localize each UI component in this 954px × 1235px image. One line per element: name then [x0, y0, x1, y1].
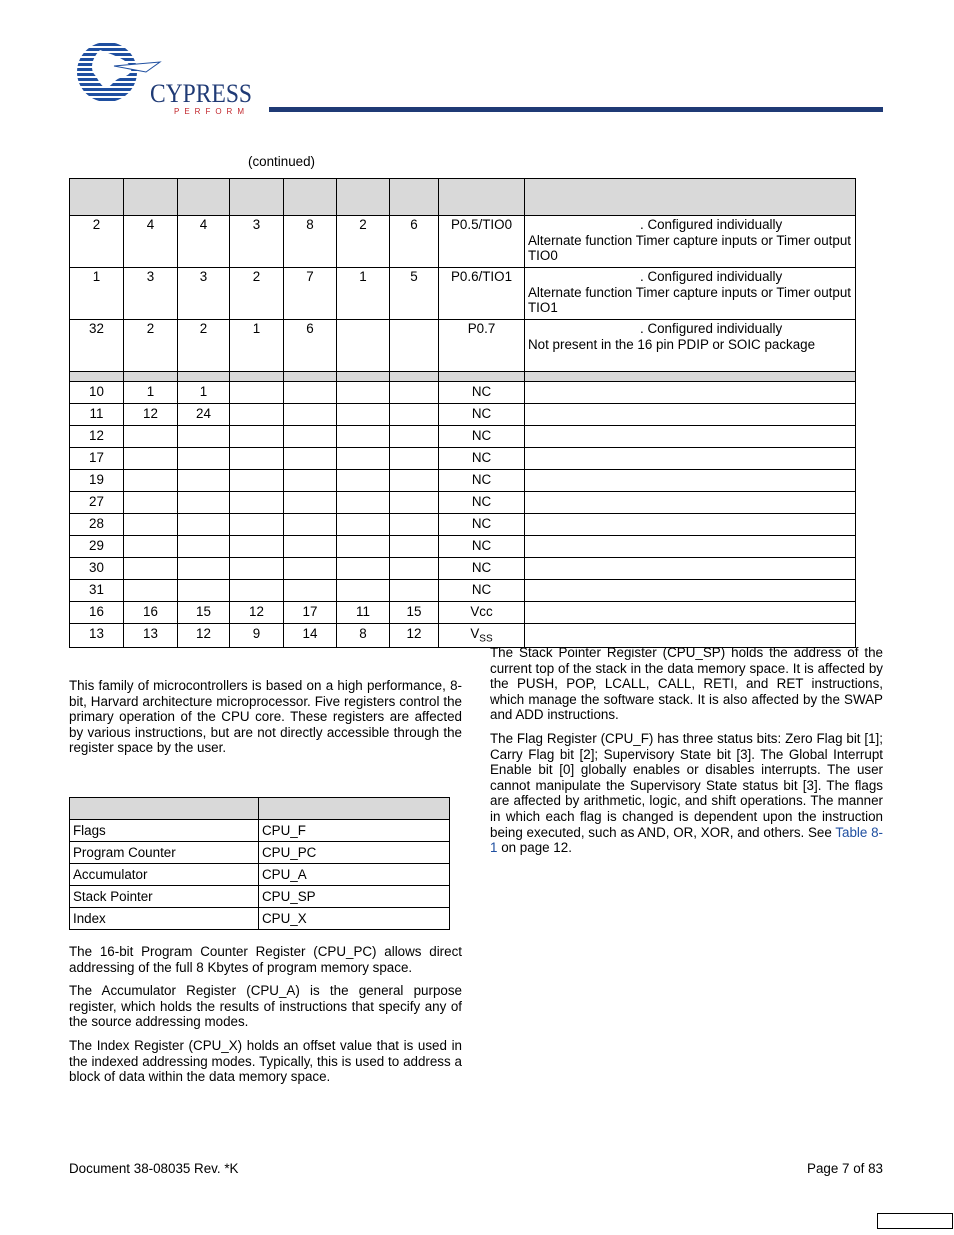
table-row: 30 NC — [70, 558, 856, 580]
program-counter-paragraph: The 16-bit Program Counter Register (CPU_PC) allows direct addressing of the full 8 Kbytes of program memory space. — [69, 944, 462, 975]
pin-name: NC — [439, 426, 525, 448]
table-8-1-link[interactable]: Table 8-1 — [490, 824, 883, 856]
pin-name: P0.5/TIO0 — [439, 216, 525, 268]
register-descriptions — [69, 944, 462, 1093]
pin-description: . Configured individually Not present in the 16 pin PDIP or SOIC package — [525, 320, 856, 372]
table-row: 2 4 4 3 8 2 6 P0.5/TIO0 . Configured individually Alternate function Timer capture inputs or Timer output TIO0 — [70, 216, 856, 268]
pin-name: NC — [439, 580, 525, 602]
pin-name: Vcc — [439, 602, 525, 624]
table-row: 27 NC — [70, 492, 856, 514]
table-row: 17 NC — [70, 448, 856, 470]
pin-name: NC — [439, 536, 525, 558]
table-separator-row — [70, 372, 856, 382]
document-number: Document 38-08035 Rev. *K — [69, 1161, 239, 1176]
table-row: Accumulator CPU_A — [70, 864, 450, 886]
pin-name: NC — [439, 492, 525, 514]
pin-name: $V_{SS}$ — [439, 624, 525, 648]
table-header-row — [70, 179, 856, 216]
table-row: 28 NC — [70, 514, 856, 536]
register-table — [69, 797, 450, 930]
flag-register-paragraph: The Flag Register (CPU_F) has three status bits: Zero Flag bit [1]; Carry Flag bit [2]; Supervisory State bit [3]. The Global Interrupt Enable bit [0] globally enables or disables interrupts. The user cannot manipulate the Supervisory State status bit [3]. The flags are affected by arithmetic, logic, and shift operations. The manner in which each flag is changed is dependent upon the instruction being executed, such as AND, OR, XOR, and others. See Table 8-1 on page 12. — [490, 730, 883, 856]
page-number: Page 7 of 83 — [807, 1161, 883, 1176]
table-row: Flags CPU_F — [70, 820, 450, 842]
pin-name: NC — [439, 558, 525, 580]
stack-pointer-paragraph: The Stack Pointer Register (CPU_SP) holds the address of the current top of the stack in the data memory space. It is affected by the PUSH, POP, LCALL, CALL, RETI, and RET instructions, which manage the software stack. It is also affected by the SWAP and ADD instructions. — [490, 645, 883, 723]
right-column-text — [490, 645, 883, 864]
table-caption-continued: (continued) — [248, 154, 315, 169]
logo-wordmark: CYPRESS — [150, 79, 252, 108]
pin-description: . Configured individually Alternate function Timer capture inputs or Timer output TIO0 — [525, 216, 856, 268]
globe-icon — [70, 42, 150, 112]
table-row: 19 NC — [70, 470, 856, 492]
table-row: 16 16 15 12 17 11 15 Vcc — [70, 602, 856, 624]
table-row: Stack Pointer CPU_SP — [70, 886, 450, 908]
pin-name: NC — [439, 514, 525, 536]
pin-name: P0.6/TIO1 — [439, 268, 525, 320]
table-row: 12 NC — [70, 426, 856, 448]
logo-tagline: PERFORM — [174, 107, 249, 116]
table-row: 13 13 12 9 14 8 12 $V_{SS}$ — [70, 624, 856, 648]
table-row: Index CPU_X — [70, 908, 450, 930]
table-row: 31 NC — [70, 580, 856, 602]
table-row: 10 1 1 NC — [70, 382, 856, 404]
table-row: 29 NC — [70, 536, 856, 558]
header-rule — [269, 107, 883, 112]
table-row: 32 2 2 1 6 P0.7 . Configured individually Not present in the 16 pin PDIP or SOIC package — [70, 320, 856, 372]
table-row: 11 12 24 NC — [70, 404, 856, 426]
pin-name: NC — [439, 448, 525, 470]
cypress-logo — [70, 42, 255, 116]
corner-box — [877, 1213, 953, 1229]
pin-description: . Configured individually Alternate function Timer capture inputs or Timer output TIO1 — [525, 268, 856, 320]
pin-name: P0.7 — [439, 320, 525, 372]
pin-name: NC — [439, 382, 525, 404]
pin-definition-table — [69, 178, 856, 648]
pin-name: NC — [439, 404, 525, 426]
intro-paragraph: This family of microcontrollers is based on a high performance, 8-bit, Harvard architecture microprocessor. Five registers control the primary operation of the CPU core. These registers are affected by various instructions, but are not directly accessible through the register space by the user. — [69, 678, 462, 756]
accumulator-paragraph: The Accumulator Register (CPU_A) is the general purpose register, which holds the results of instructions that specify any of the source addressing modes. — [69, 983, 462, 1030]
index-register-paragraph: The Index Register (CPU_X) holds an offset value that is used in the indexed addressing modes. Typically, this is used to address a block of data within the data memory space. — [69, 1037, 462, 1085]
pin-name: NC — [439, 470, 525, 492]
table-row: Program Counter CPU_PC — [70, 842, 450, 864]
table-row: 1 3 3 2 7 1 5 P0.6/TIO1 . Configured individually Alternate function Timer capture inputs or Timer output TIO1 — [70, 268, 856, 320]
table-header-row — [70, 798, 450, 820]
